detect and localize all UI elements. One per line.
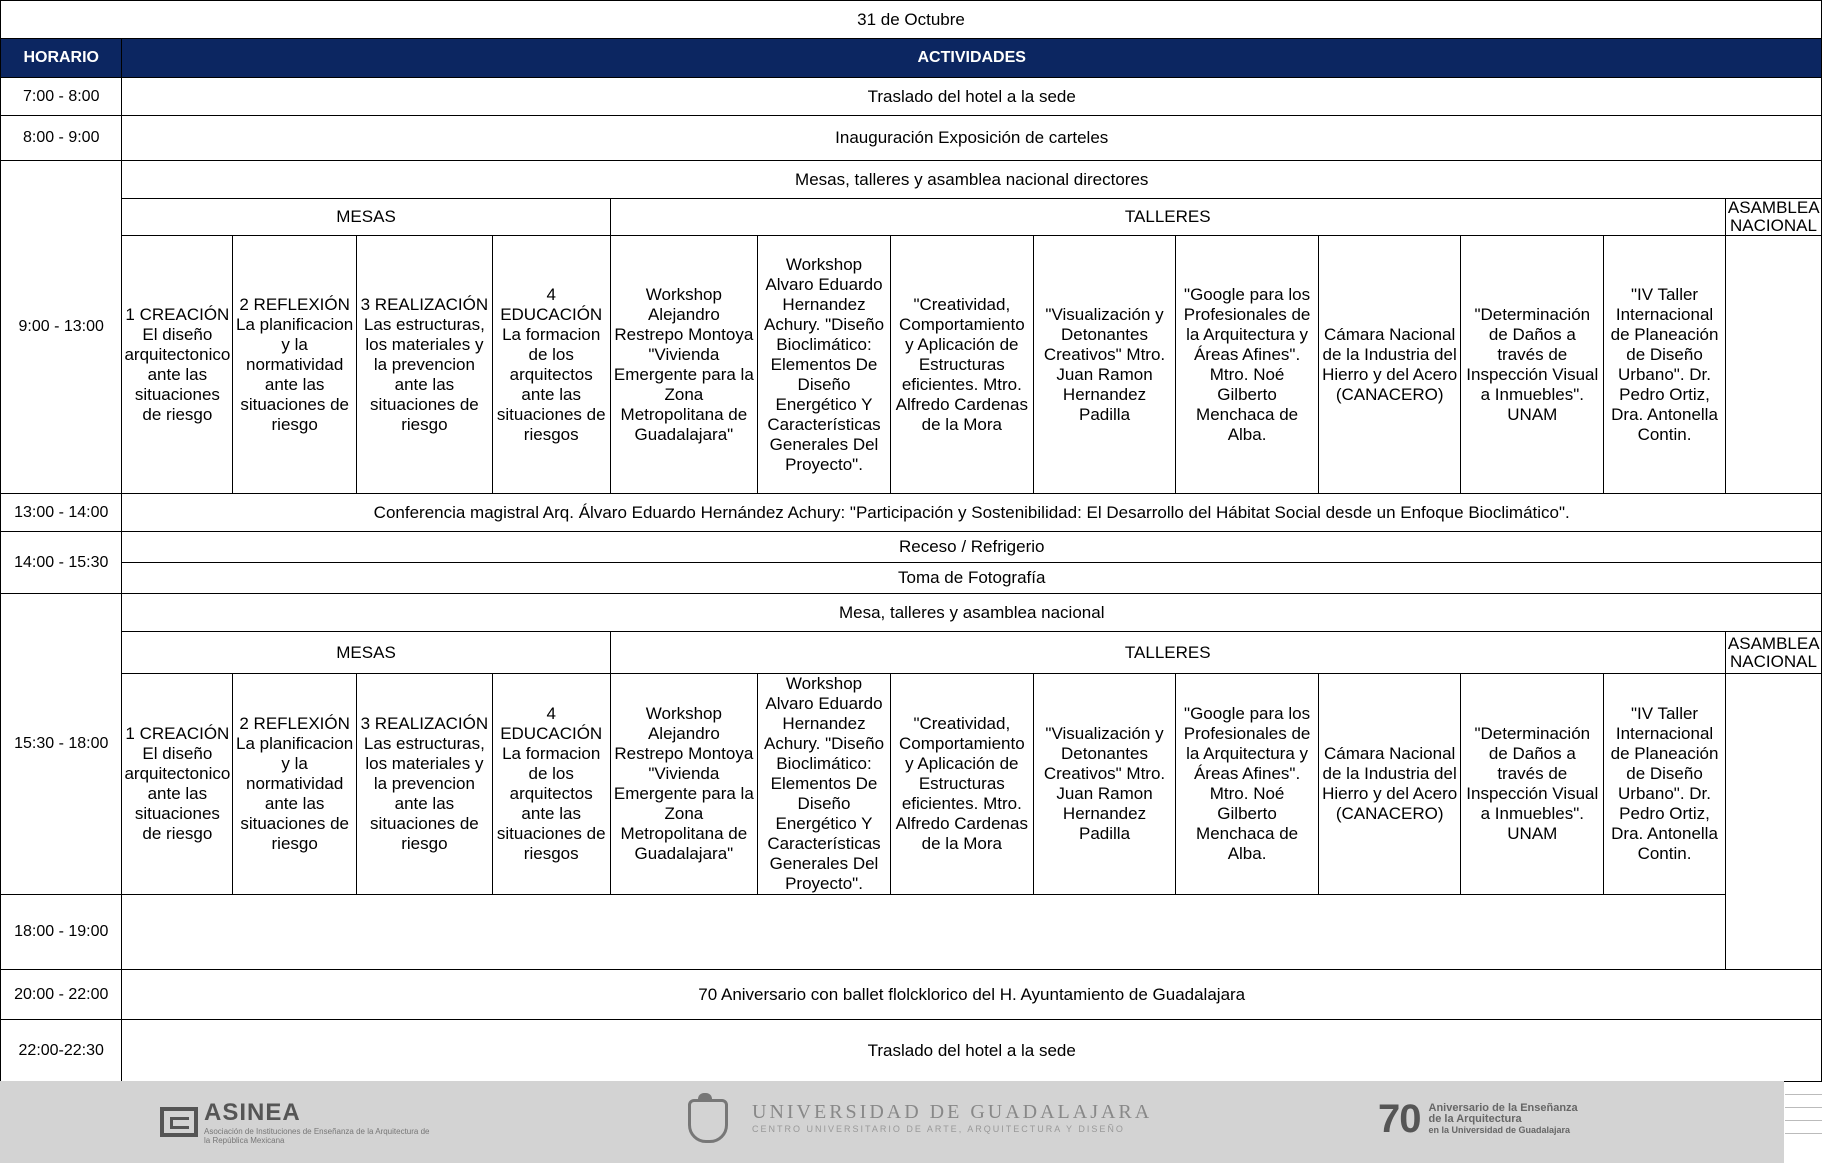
taller-cell: "Visualización y Detonantes Creativos" Mtro. Juan Ramon Hernandez Padilla xyxy=(1033,236,1176,494)
mesa-cell: 1 CREACIÓN El diseño arquitectonico ante las situaciones de riesgo xyxy=(122,236,233,494)
mesa-cell: 1 CREACIÓN El diseño arquitectonico ante las situaciones de riesgo xyxy=(122,674,233,895)
taller-cell: "Visualización y Detonantes Creativos" Mtro. Juan Ramon Hernandez Padilla xyxy=(1033,674,1176,895)
block-title: Mesas, talleres y asamblea nacional directores xyxy=(122,161,1822,199)
taller-cell: "Creatividad, Comportamiento y Aplicación de Estructuras eficientes. Mtro. Alfredo Cardenas de la Mora xyxy=(890,236,1033,494)
mesa-cell: 4 EDUCACIÓN La formacion de los arquitectos ante las situaciones de riesgos xyxy=(492,674,610,895)
time-cell: 22:00-22:30 xyxy=(1,1020,122,1082)
group-talleres: TALLERES xyxy=(610,632,1725,674)
seventy-anniversary-logo: 70 Aniversario de la Enseñanza de la Arquitectura en la Universidad de Guadalajara xyxy=(1378,1097,1578,1141)
time-cell: 8:00 - 9:00 xyxy=(1,116,122,161)
mesa-cell: 2 REFLEXIÓN La planificacion y la normatividad ante las situaciones de riesgo xyxy=(233,236,357,494)
activity-fotografia: Toma de Fotografía xyxy=(122,563,1822,594)
mesa-cell: 4 EDUCACIÓN La formacion de los arquitectos ante las situaciones de riesgos xyxy=(492,236,610,494)
header-actividades: ACTIVIDADES xyxy=(122,39,1822,78)
mesa-cell: 3 REALIZACIÓN Las estructuras, los materiales y la prevencion ante las situaciones de riesgo xyxy=(357,674,493,895)
taller-cell: Workshop Alejandro Restrepo Montoya "Vivienda Emergente para la Zona Metropolitana de Guadalajara" xyxy=(610,674,757,895)
taller-cell: "IV Taller Internacional de Planeación de Diseño Urbano". Dr. Pedro Ortiz, Dra. Antonella Contin. xyxy=(1604,674,1726,895)
taller-cell: Workshop Alvaro Eduardo Hernandez Achury. "Diseño Bioclimático: Elementos De Diseño Energético Y Características Generales Del Proyecto". xyxy=(758,236,891,494)
activity-aniversario: 70 Aniversario con ballet flolcklorico del H. Ayuntamiento de Guadalajara xyxy=(122,970,1822,1020)
time-cell: 15:30 - 18:00 xyxy=(1,594,122,895)
header-horario: HORARIO xyxy=(1,39,122,78)
mesa-cell: 2 REFLEXIÓN La planificacion y la normatividad ante las situaciones de riesgo xyxy=(233,674,357,895)
taller-cell: Workshop Alvaro Eduardo Hernandez Achury. "Diseño Bioclimático: Elementos De Diseño Energético Y Características Generales Del Proyecto". xyxy=(758,674,891,895)
group-talleres: TALLERES xyxy=(610,199,1725,236)
taller-cell: "Determinación de Daños a través de Inspección Visual a Inmuebles". UNAM xyxy=(1461,674,1604,895)
asinea-mark-icon xyxy=(160,1107,198,1137)
time-cell: 18:00 - 19:00 xyxy=(1,895,122,970)
group-mesas: MESAS xyxy=(122,199,610,236)
asamblea-cell xyxy=(1725,674,1821,970)
group-asamblea: ASAMBLEA NACIONAL xyxy=(1725,199,1821,236)
date-title: 31 de Octubre xyxy=(1,1,1822,39)
mesa-cell: 3 REALIZACIÓN Las estructuras, los materiales y la prevencion ante las situaciones de riesgo xyxy=(357,236,493,494)
time-cell: 20:00 - 22:00 xyxy=(1,970,122,1020)
activity-traslado: Traslado del hotel a la sede xyxy=(122,1020,1822,1082)
sheet-edge-lines xyxy=(1785,1082,1822,1162)
taller-cell: Cámara Nacional de la Industria del Hierro y del Acero (CANACERO) xyxy=(1318,236,1461,494)
taller-cell: "Determinación de Daños a través de Inspección Visual a Inmuebles". UNAM xyxy=(1461,236,1604,494)
taller-cell: Workshop Alejandro Restrepo Montoya "Vivienda Emergente para la Zona Metropolitana de Guadalajara" xyxy=(610,236,757,494)
activity-empty xyxy=(122,895,1725,970)
time-cell: 7:00 - 8:00 xyxy=(1,78,122,116)
time-cell: 13:00 - 14:00 xyxy=(1,494,122,532)
taller-cell: "Google para los Profesionales de la Arquitectura y Áreas Afines". Mtro. Noé Gilberto Menchaca de Alba. xyxy=(1176,674,1319,895)
udg-seal-icon xyxy=(680,1093,730,1141)
activity-traslado: Traslado del hotel a la sede xyxy=(122,78,1822,116)
block-title: Mesa, talleres y asamblea nacional xyxy=(122,594,1822,632)
taller-cell: "IV Taller Internacional de Planeación de Diseño Urbano". Dr. Pedro Ortiz, Dra. Antonella Contin. xyxy=(1604,236,1726,494)
activity-conferencia: Conferencia magistral Arq. Álvaro Eduardo Hernández Achury: "Participación y Sostenibilidad: El Desarrollo del Hábitat Social desde un Enfoque Bioclimático". xyxy=(122,494,1822,532)
activity-inauguracion: Inauguración Exposición de carteles xyxy=(122,116,1822,161)
group-mesas: MESAS xyxy=(122,632,610,674)
asinea-logo: ASINEA Asociación de Instituciones de Enseñanza de la Arquitectura de la República Mexicana xyxy=(160,1099,434,1145)
group-asamblea: ASAMBLEA NACIONAL xyxy=(1725,632,1821,674)
time-cell: 14:00 - 15:30 xyxy=(1,532,122,594)
time-cell: 9:00 - 13:00 xyxy=(1,161,122,494)
asamblea-cell xyxy=(1725,236,1821,494)
footer-logos xyxy=(0,1081,1784,1163)
udg-logo: UNIVERSIDAD DE GUADALAJARA CENTRO UNIVERSITARIO DE ARTE, ARQUITECTURA Y DISEÑO xyxy=(680,1093,1152,1141)
taller-cell: "Google para los Profesionales de la Arquitectura y Áreas Afines". Mtro. Noé Gilberto Menchaca de Alba. xyxy=(1176,236,1319,494)
activity-receso: Receso / Refrigerio xyxy=(122,532,1822,563)
taller-cell: Cámara Nacional de la Industria del Hierro y del Acero (CANACERO) xyxy=(1318,674,1461,895)
taller-cell: "Creatividad, Comportamiento y Aplicación de Estructuras eficientes. Mtro. Alfredo Cardenas de la Mora xyxy=(890,674,1033,895)
